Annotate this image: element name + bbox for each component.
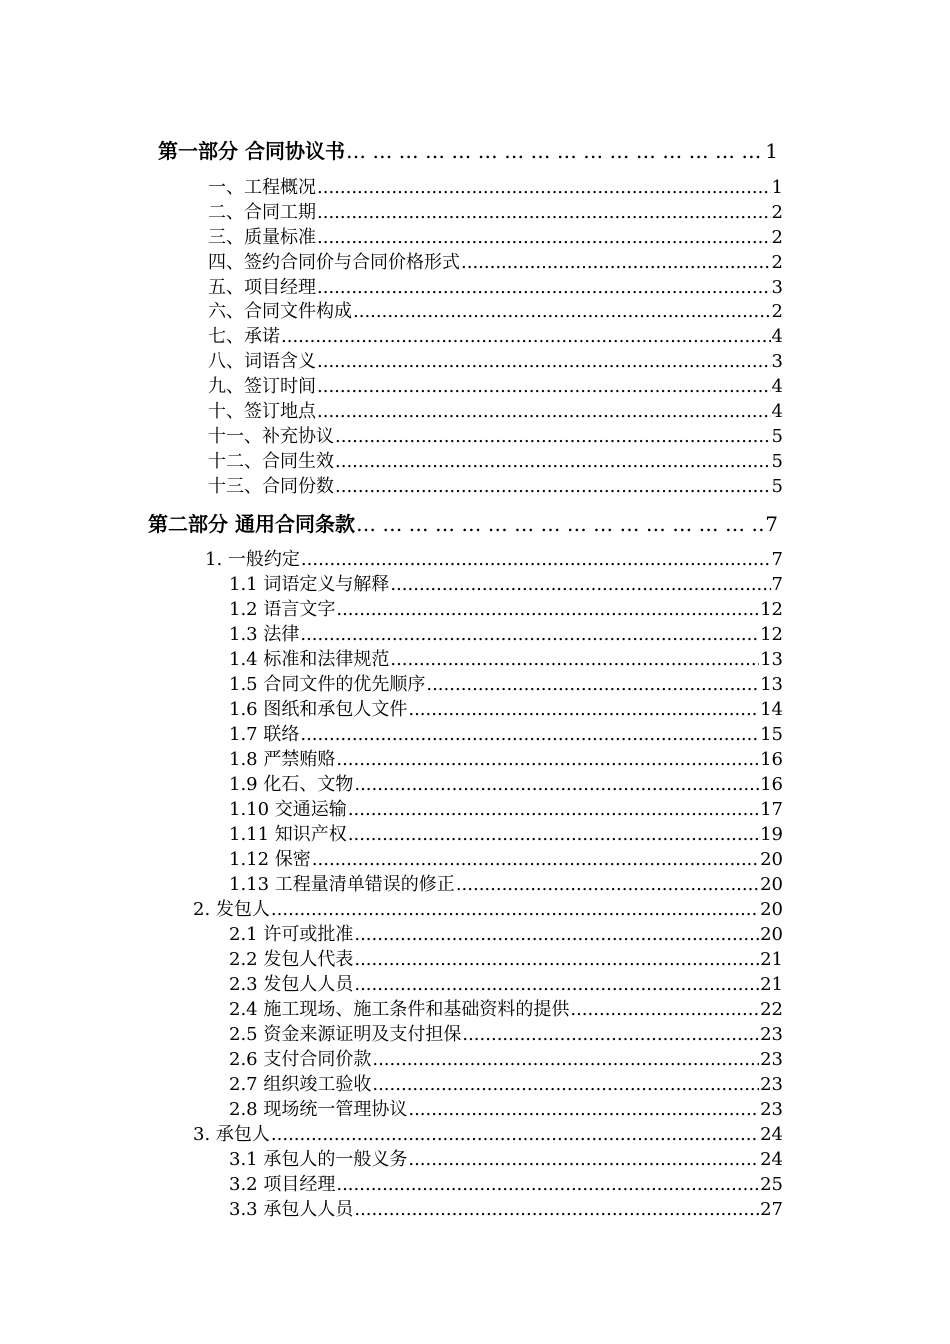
toc-entry-label: 2.7 组织竣工验收 — [229, 1074, 372, 1095]
toc-entry-page: 12 — [760, 624, 783, 645]
toc-leader — [372, 1047, 759, 1072]
toc-entry-page: 19 — [760, 824, 783, 845]
toc-entry-label: 2.4 施工现场、施工条件和基础资料的提供 — [229, 999, 570, 1020]
toc-entry-label: 九、签订时间 — [208, 376, 316, 397]
toc-entry-label: 五、项目经理 — [208, 277, 316, 298]
toc-entry-page: 13 — [760, 649, 783, 670]
toc-entry-page: 24 — [760, 1124, 783, 1145]
toc-entry-page: 20 — [760, 899, 783, 920]
toc-leader — [335, 424, 771, 449]
toc-leader — [300, 622, 759, 647]
toc-entry[interactable] — [229, 1147, 783, 1172]
toc-entry-page: 27 — [760, 1199, 783, 1220]
toc-entry-label: 2. 发包人 — [193, 899, 270, 920]
toc-entry-label: 1.1 词语定义与解释 — [229, 574, 390, 595]
toc-entry[interactable] — [229, 722, 783, 747]
toc-entry-label: 三、质量标准 — [208, 227, 316, 248]
toc-entry-page: 24 — [760, 1149, 783, 1170]
toc-entry-label: 2.2 发包人代表 — [229, 949, 354, 970]
toc-leader — [317, 175, 771, 200]
toc-entry-label: 3. 承包人 — [193, 1124, 270, 1145]
toc-entry-page: 20 — [760, 849, 783, 870]
toc-leader — [408, 1097, 759, 1122]
toc-leader — [317, 275, 771, 300]
toc-entry[interactable] — [229, 972, 783, 997]
toc-entry-label: 二、合同工期 — [208, 202, 316, 223]
toc-entry-page: 2 — [771, 227, 783, 248]
toc-leader — [317, 374, 771, 399]
toc-entry[interactable] — [229, 697, 783, 722]
toc-entry[interactable] — [208, 374, 783, 399]
toc-entry[interactable] — [229, 1172, 783, 1197]
toc-leader — [570, 997, 759, 1022]
toc-entry-label: 1.4 标准和法律规范 — [229, 649, 390, 670]
toc-entry-label: 八、词语含义 — [208, 351, 316, 372]
toc-entry-label: 一、工程概况 — [208, 177, 316, 198]
toc-entry-label: 2.5 资金来源证明及支付担保 — [229, 1024, 462, 1045]
toc-leader — [372, 1072, 759, 1097]
toc-entry[interactable] — [229, 597, 783, 622]
toc-entry-page: 2 — [771, 252, 783, 273]
toc-leader — [461, 250, 771, 275]
toc-entry[interactable] — [229, 1022, 783, 1047]
toc-entry-page: 5 — [771, 451, 783, 472]
toc-entry-label: 1.11 知识产权 — [229, 824, 347, 845]
toc-entry[interactable] — [193, 1122, 783, 1147]
toc-entry[interactable] — [229, 1072, 783, 1097]
toc-entry[interactable] — [193, 897, 783, 922]
toc-entry-label: 1.9 化石、文物 — [229, 774, 354, 795]
toc-leader — [354, 772, 759, 797]
toc-entry[interactable] — [229, 872, 783, 897]
toc-entry-page: 5 — [771, 476, 783, 497]
toc-entry[interactable] — [229, 1047, 783, 1072]
toc-entry[interactable] — [229, 1197, 783, 1222]
toc-entry[interactable] — [229, 922, 783, 947]
toc-entry-page: 14 — [760, 699, 783, 720]
toc-entry-page: 2 — [771, 202, 783, 223]
toc-leader — [353, 299, 771, 324]
toc-entry-page: 4 — [771, 326, 783, 347]
toc-entry[interactable] — [208, 424, 783, 449]
toc-part1-heading[interactable] — [158, 137, 778, 165]
toc-entry[interactable] — [229, 672, 783, 697]
toc-entry-page: 16 — [760, 749, 783, 770]
toc-entry-page: 20 — [760, 924, 783, 945]
toc-entry-label: 3.2 项目经理 — [229, 1174, 336, 1195]
toc-leader — [348, 797, 759, 822]
toc-entry[interactable] — [229, 647, 783, 672]
toc-entry-label: 十、签订地点 — [208, 401, 316, 422]
toc-leader — [354, 947, 759, 972]
toc-entry-page: 21 — [760, 974, 783, 995]
toc-entry-label: 2.3 发包人人员 — [229, 974, 354, 995]
toc-leader — [408, 1147, 759, 1172]
toc-entry-label: 1.12 保密 — [229, 849, 311, 870]
toc-part1-page: 1 — [765, 139, 778, 163]
toc-entry-label: 十三、合同份数 — [208, 476, 334, 497]
toc-entry[interactable] — [208, 349, 783, 374]
toc-entry[interactable] — [208, 399, 783, 424]
toc-entry[interactable] — [208, 250, 783, 275]
toc-entry-label: 1.7 联络 — [229, 724, 300, 745]
toc-part2-title: 第二部分 通用合同条款 — [148, 512, 355, 536]
toc-leader — [317, 225, 771, 250]
toc-leader — [356, 510, 764, 538]
toc-entry-label: 七、承诺 — [208, 326, 280, 347]
toc-entry-label: 1.3 法律 — [229, 624, 300, 645]
toc-entry-page: 21 — [760, 949, 783, 970]
toc-part2-page: 7 — [765, 512, 778, 536]
toc-entry-page: 13 — [760, 674, 783, 695]
toc-leader — [348, 822, 759, 847]
toc-entry[interactable] — [229, 572, 783, 597]
toc-entry-page: 3 — [771, 351, 783, 372]
toc-entry-label: 六、合同文件构成 — [208, 301, 352, 322]
toc-leader — [456, 872, 759, 897]
toc-entry-page: 4 — [771, 401, 783, 422]
toc-entry[interactable] — [229, 747, 783, 772]
toc-entry-label: 十二、合同生效 — [208, 451, 334, 472]
toc-entry[interactable] — [229, 797, 783, 822]
toc-entry[interactable] — [229, 772, 783, 797]
toc-leader — [390, 572, 770, 597]
toc-leader — [271, 1122, 759, 1147]
toc-entry-page: 25 — [760, 1174, 783, 1195]
toc-entry-label: 2.6 支付合同价款 — [229, 1049, 372, 1070]
toc-entry-page: 17 — [760, 799, 783, 820]
toc-entry-label: 2.1 许可或批准 — [229, 924, 354, 945]
toc-entry-label: 2.8 现场统一管理协议 — [229, 1099, 408, 1120]
toc-entry-page: 23 — [760, 1074, 783, 1095]
toc-leader — [317, 200, 771, 225]
toc-leader — [312, 847, 759, 872]
toc-entry[interactable] — [229, 947, 783, 972]
toc-leader — [354, 1197, 759, 1222]
toc-entry[interactable] — [208, 275, 783, 300]
toc-leader — [390, 647, 759, 672]
toc-entry[interactable] — [208, 449, 783, 474]
toc-leader — [354, 972, 759, 997]
toc-leader — [335, 474, 771, 499]
toc-entry-page: 3 — [771, 277, 783, 298]
toc-entry-label: 1.2 语言文字 — [229, 599, 336, 620]
toc-entry[interactable] — [229, 997, 783, 1022]
toc-entry-page: 1 — [771, 177, 783, 198]
toc-entry-page: 23 — [760, 1099, 783, 1120]
toc-entry[interactable] — [229, 847, 783, 872]
toc-entry-label: 四、签约合同价与合同价格形式 — [208, 252, 460, 273]
toc-entry-page: 22 — [760, 999, 783, 1020]
toc-entry-label: 1.5 合同文件的优先顺序 — [229, 674, 426, 695]
toc-entry-label: 1. 一般约定 — [205, 549, 300, 570]
toc-leader — [462, 1022, 759, 1047]
toc-entry[interactable] — [229, 822, 783, 847]
toc-entry-page: 7 — [771, 574, 783, 595]
toc-leader — [354, 922, 759, 947]
toc-part2-heading[interactable] — [148, 510, 778, 538]
toc-leader — [335, 449, 771, 474]
toc-entry[interactable] — [208, 324, 783, 349]
toc-entry-label: 1.8 严禁贿赂 — [229, 749, 336, 770]
toc-entry-label: 1.13 工程量清单错误的修正 — [229, 874, 455, 895]
toc-leader — [317, 399, 771, 424]
toc-entry-page: 15 — [760, 724, 783, 745]
toc-entry[interactable] — [208, 299, 783, 324]
toc-entry[interactable] — [229, 1097, 783, 1122]
toc-leader — [336, 597, 759, 622]
toc-entry[interactable] — [208, 175, 783, 200]
toc-leader — [426, 672, 759, 697]
toc-entry-page: 2 — [771, 301, 783, 322]
toc-entry[interactable] — [208, 200, 783, 225]
toc-leader — [300, 722, 759, 747]
toc-leader — [281, 324, 771, 349]
toc-entry[interactable] — [229, 622, 783, 647]
toc-part1-title: 第一部分 合同协议书 — [158, 139, 345, 163]
toc-leader — [336, 1172, 759, 1197]
toc-leader — [317, 349, 771, 374]
toc-leader — [301, 547, 771, 572]
toc-entry-label: 3.3 承包人人员 — [229, 1199, 354, 1220]
toc-entry-page: 23 — [760, 1049, 783, 1070]
toc-entry-page: 12 — [760, 599, 783, 620]
toc-entry-page: 16 — [760, 774, 783, 795]
toc-entry-label: 1.10 交通运输 — [229, 799, 347, 820]
toc-entry[interactable] — [208, 474, 783, 499]
toc-entry-label: 十一、补充协议 — [208, 426, 334, 447]
toc-entry-page: 5 — [771, 426, 783, 447]
toc-leader — [336, 747, 759, 772]
toc-leader — [271, 897, 759, 922]
toc-entry-page: 7 — [771, 549, 783, 570]
toc-leader — [408, 697, 759, 722]
toc-entry-page: 23 — [760, 1024, 783, 1045]
toc-entry-label: 3.1 承包人的一般义务 — [229, 1149, 408, 1170]
toc-leader — [346, 137, 764, 165]
toc-entry-page: 20 — [760, 874, 783, 895]
toc-entry[interactable] — [205, 547, 783, 572]
toc-entry-label: 1.6 图纸和承包人文件 — [229, 699, 408, 720]
toc-entry-page: 4 — [771, 376, 783, 397]
toc-entry[interactable] — [208, 225, 783, 250]
